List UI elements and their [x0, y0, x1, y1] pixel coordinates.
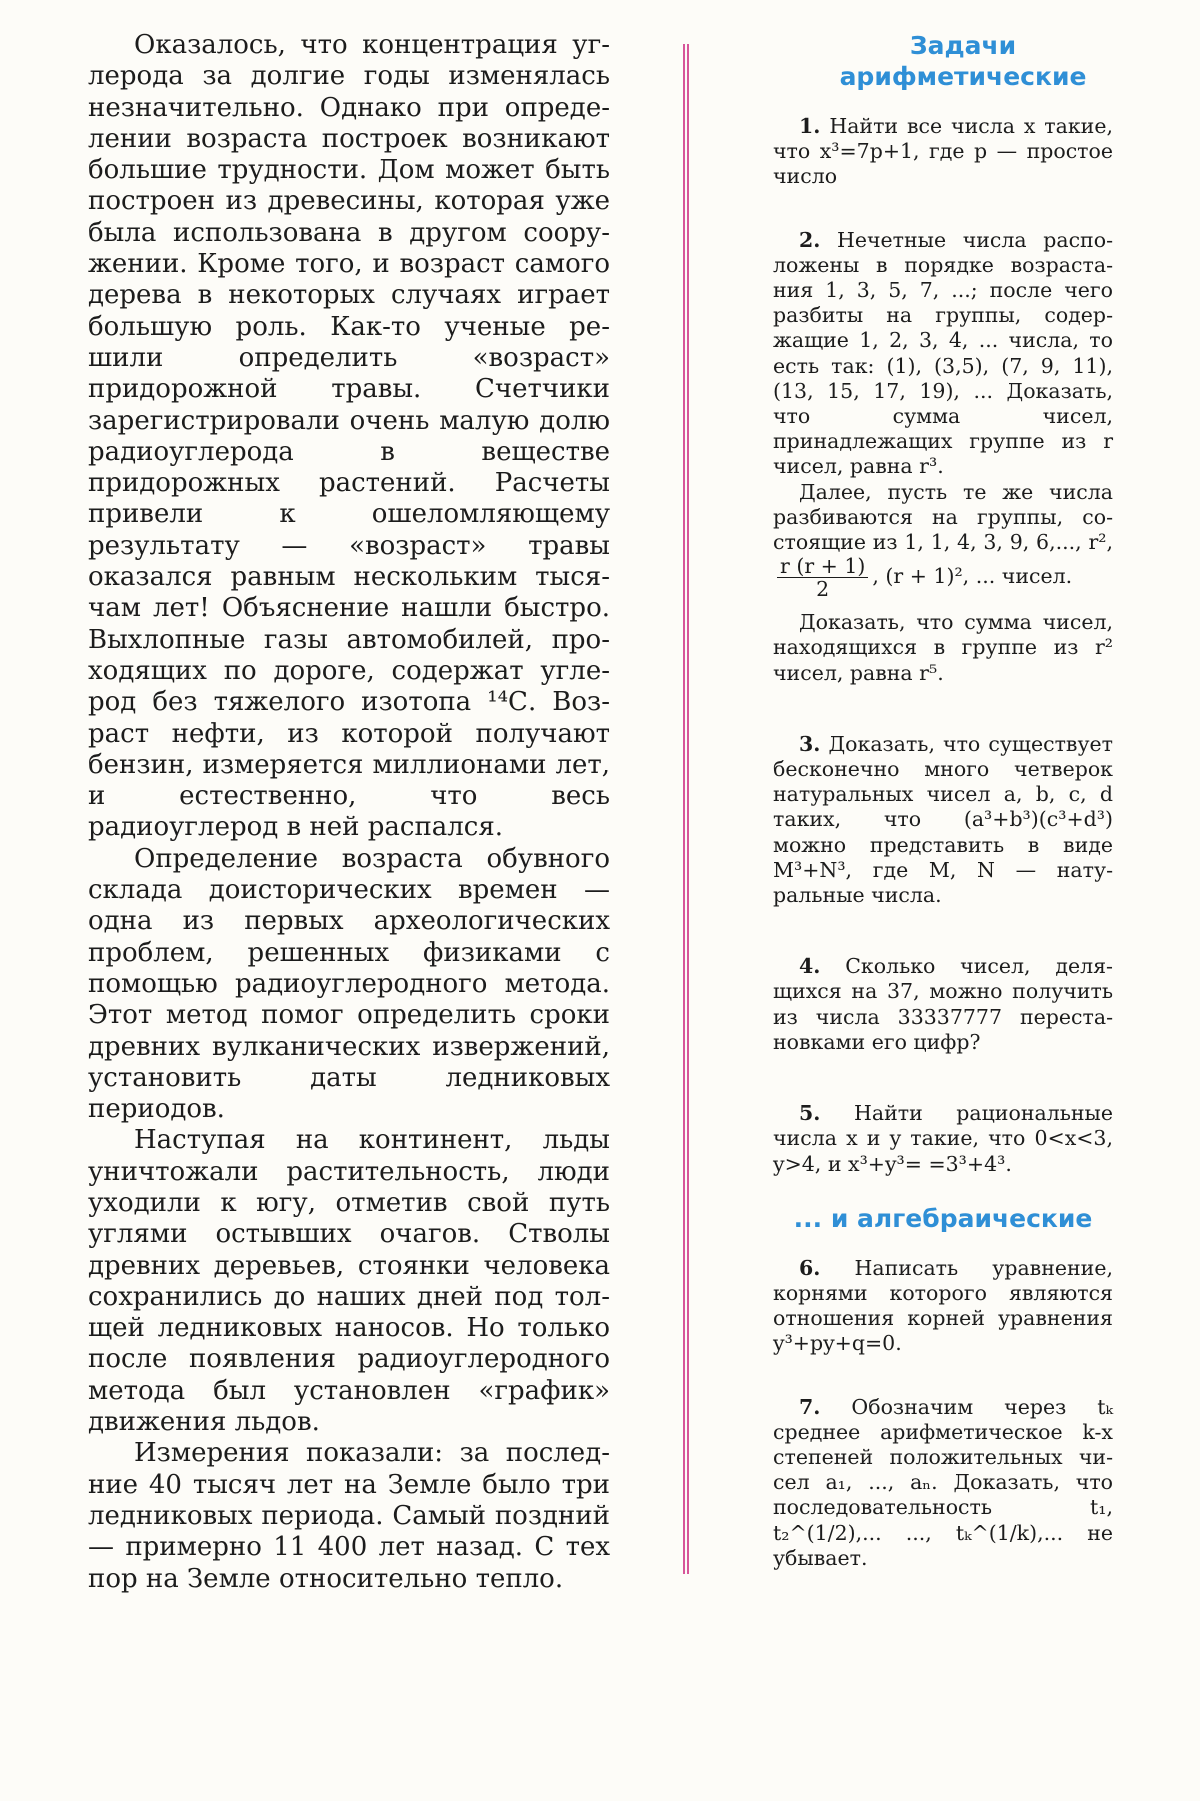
paragraph-radiocarbon-age: Оказалось, что концентрация углерода за долгие годы изменялась незначительно. Однако при определении возраста построек возникают большие трудности. Дом может быть построен из древесины, которая уже была использована в другом сооружении. Кроме того, и возраст самого дерева в некоторых случаях играет большую роль. Как-то ученые решили определить «возраст» придорожной травы. Счетчики зарегистрировали очень малую долю радиоуглерода в веществе придорожных растений. Расчеты привели к ошеломляющему результату — «возраст» травы оказался равным нескольким тысячам лет! Объяснение нашли быстро. Выхлопные газы автомобилей, проходящих по дороге, содержат углерод без тяжелого изотопа ¹⁴С. Возраст нефти, из которой получают бензин, измеряется миллионами лет, и естественно, что весь радиоуглерод в ней распался. — [88, 30, 610, 843]
problem-number: 3. — [799, 731, 821, 756]
fraction — [777, 555, 868, 600]
problem-number: 2. — [799, 227, 821, 252]
continuation-text: Далее, пусть те же числа разбиваются на группы, состоящие из 1, 1, 4, 3, 9, 6,..., r², — [773, 479, 1113, 555]
problem-text: Обозначим через tₖ среднее арифметическое k-х степеней положительных чисел a₁, ..., aₙ. Доказать, что последовательность t₁, t₂^(1/2),... ..., tₖ^(1/k),... не убывает. — [773, 1394, 1113, 1570]
problem-number: 1. — [799, 114, 821, 138]
problem-4 — [773, 954, 1113, 1055]
column-divider — [683, 44, 689, 1574]
paragraph-measurements: Измерения показали: за последние 40 тысяч лет на Земле было три ледниковых периода. Самый поздний — примерно 11 400 лет назад. С тех пор на Земле относительно тепло. — [88, 1438, 610, 1594]
problem-text: Доказать, что существует бесконечно много четверок натуральных чисел a, b, c, d таких, что (a³+b³)(c³+d³) можно представить в виде M³+N³, где M, N — натуральные числа. — [773, 731, 1113, 908]
problem-text: Найти все числа x такие, что x³=7p+1, где p — простое число — [773, 114, 1113, 189]
problem-2-second-claim: Доказать, что сумма чисел, находящихся в группе из r² чисел, равна r⁵. — [773, 610, 1113, 685]
problem-text: Нечетные числа расположены в порядке возрастания 1, 3, 5, 7, ...; после чего разбиты на группы, содержащие 1, 2, 3, 4, ... числа, то есть так: (1), (3,5), (7, 9, 11), (13, 15, 17, 19), ... Доказать, что сумма чисел, принадлежащих группе из r чисел, равна r³. — [773, 227, 1113, 479]
problem-3 — [773, 732, 1113, 908]
heading-line-2: арифметические — [839, 62, 1087, 91]
problem-1 — [773, 114, 1113, 190]
problem-number: 6. — [799, 1255, 821, 1280]
problem-number: 4. — [799, 954, 821, 979]
problems-heading — [813, 30, 1113, 92]
problem-text: Найти рациональные числа x и y такие, что 0<x<3, y>4, и x³+y³= =3³+4³. — [773, 1101, 1113, 1176]
problem-5 — [773, 1101, 1113, 1177]
problem-7 — [773, 1395, 1113, 1571]
problem-6 — [773, 1256, 1113, 1357]
algebraic-heading: ... и алгебраические — [793, 1203, 1093, 1233]
problem-number: 5. — [799, 1101, 821, 1126]
paragraph-shoe-storage: Определение возраста обувного склада доисторических времен — одна из первых археологических проблем, решенных физиками с помощью радиоуглеродного метода. Этот метод помог определить сроки древних вулканических извержений, установить даты ледниковых периодов. — [88, 843, 610, 1125]
problems-sidebar — [773, 30, 1113, 1571]
problem-number: 7. — [799, 1394, 821, 1419]
problem-2 — [773, 228, 1113, 480]
problem-text: Сколько чисел, делящихся на 37, можно получить из числа 33337777 перестановками его цифр? — [773, 954, 1113, 1054]
paragraph-glaciers: Наступая на континент, льды уничтожали растительность, люди уходили к югу, отметив свой путь углями остывших очагов. Стволы древних деревьев, стоянки человека сохранились до наших дней под толщей ледниковых наносов. Но только после появления радиоуглеродного метода был установлен «график» движения льдов. — [88, 1125, 610, 1438]
fraction-denominator: 2 — [816, 577, 830, 602]
problem-2-continuation — [773, 480, 1113, 601]
heading-line-1: Задачи — [909, 31, 1017, 60]
continuation-text-end: , (r + 1)², ... чисел. — [872, 564, 1073, 589]
problem-text: Написать уравнение, корнями которого являются отношения корней уравнения y³+py+q=0. — [773, 1255, 1113, 1356]
fraction-numerator: r (r + 1) — [777, 555, 868, 578]
main-article-text — [88, 30, 610, 1595]
